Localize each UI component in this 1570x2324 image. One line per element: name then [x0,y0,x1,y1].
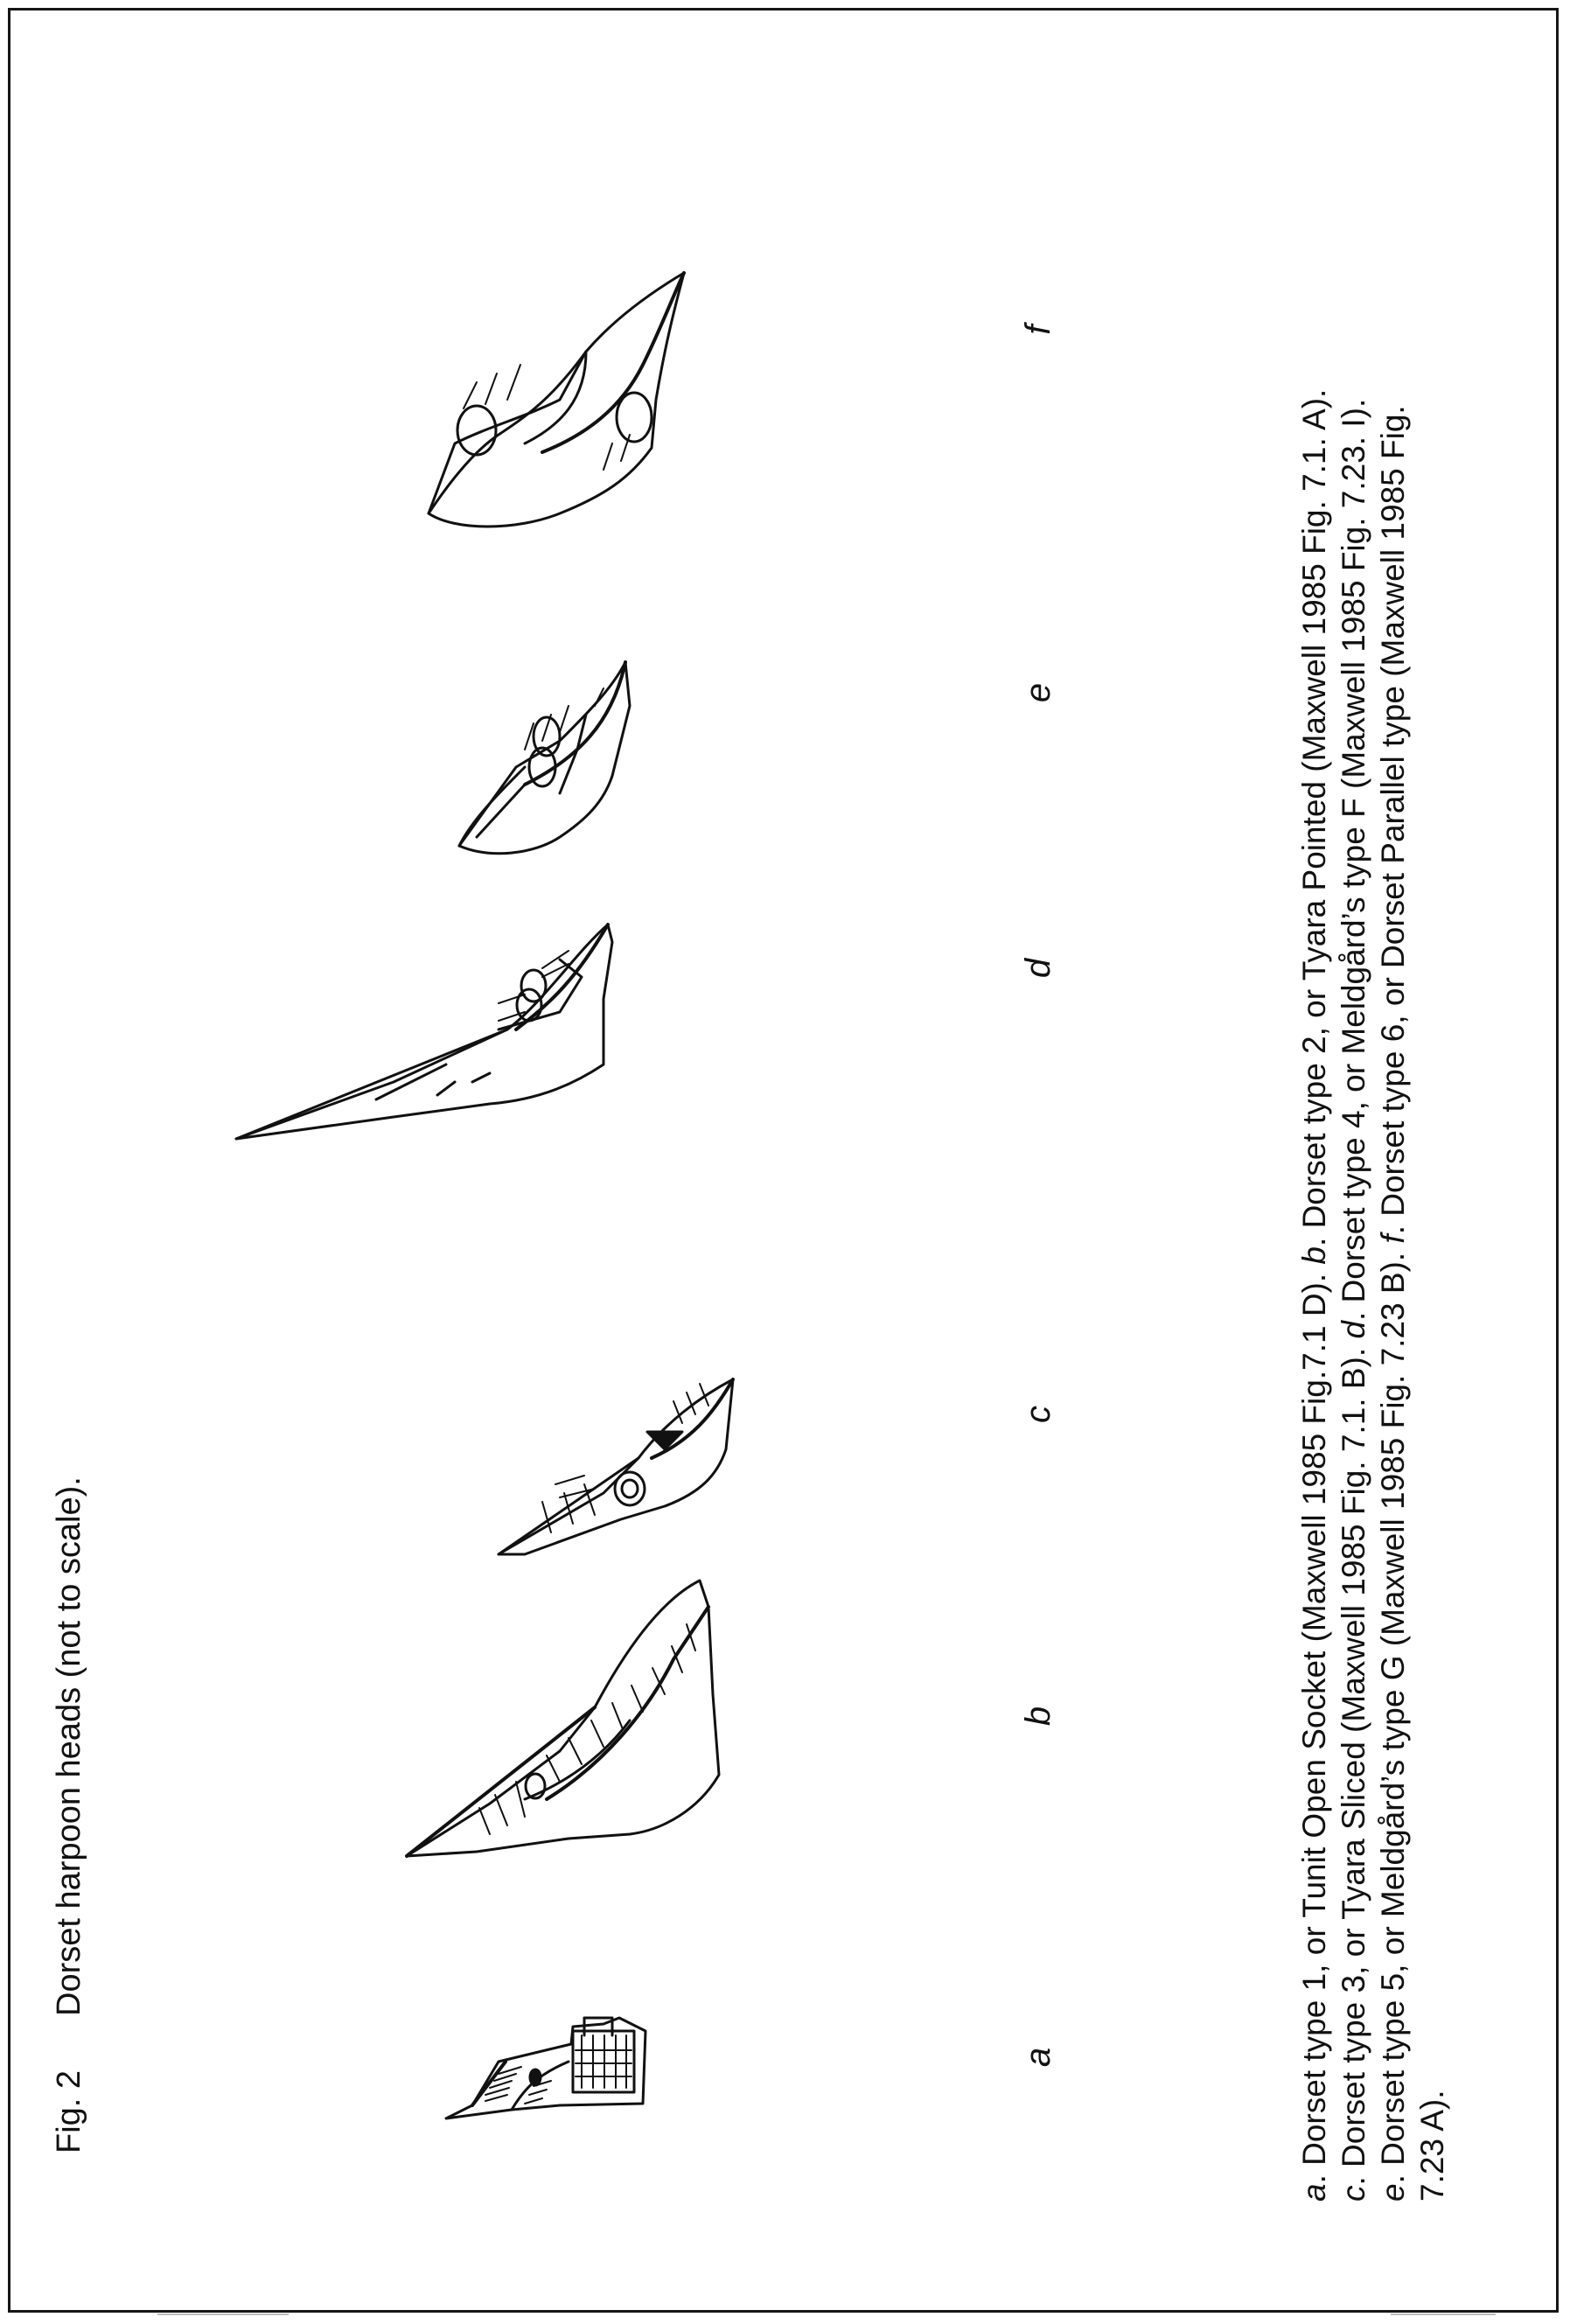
item-letter-b: b [1019,1706,1057,1727]
caption-line: a. Dorset type 1, or Tunit Open Socket (Maxwell 1985 Fig.7.1 D). b. Dorset type 2, or Tyara Pointed (Maxwell 1985 Fig. 7.1. A). [1296,388,1332,2202]
figure-title: Dorset harpoon heads (not to scale). [51,1476,87,2016]
caption-line: 7.23 A). [1414,2090,1450,2202]
item-letter-c: c [1019,1406,1057,1423]
figure-caption [1294,67,1452,2202]
figure-number: Fig. 2 [51,2069,87,2153]
item-letter-e: e [1019,682,1057,703]
harpoon-head-b-drawing [407,1581,719,1856]
harpoon-head-e-drawing [459,662,630,854]
harpoon-head-d-drawing [236,925,612,1139]
harpoon-head-c-drawing [499,1379,733,1554]
harpoon-head-a-drawing [446,2018,645,2118]
item-letter-d: d [1019,958,1057,979]
item-letter-f: f [1019,325,1057,335]
harpoon-head-f-drawing [429,273,684,527]
caption-line: e. Dorset type 5, or Meldgård’s type G (Maxwell 1985 Fig. 7.23 B). f. Dorset type 6, or Dorset Parallel type (Maxwell 1985 Fig. [1375,405,1411,2202]
item-letter-a: a [1019,2047,1057,2068]
caption-line: c. Dorset type 3, or Tyara Sliced (Maxwell 1985 Fig. 7.1. B). d. Dorset type 4, or Meldgård’s type F (Maxwell 1985 Fig. 7.23. I). [1336,398,1371,2202]
